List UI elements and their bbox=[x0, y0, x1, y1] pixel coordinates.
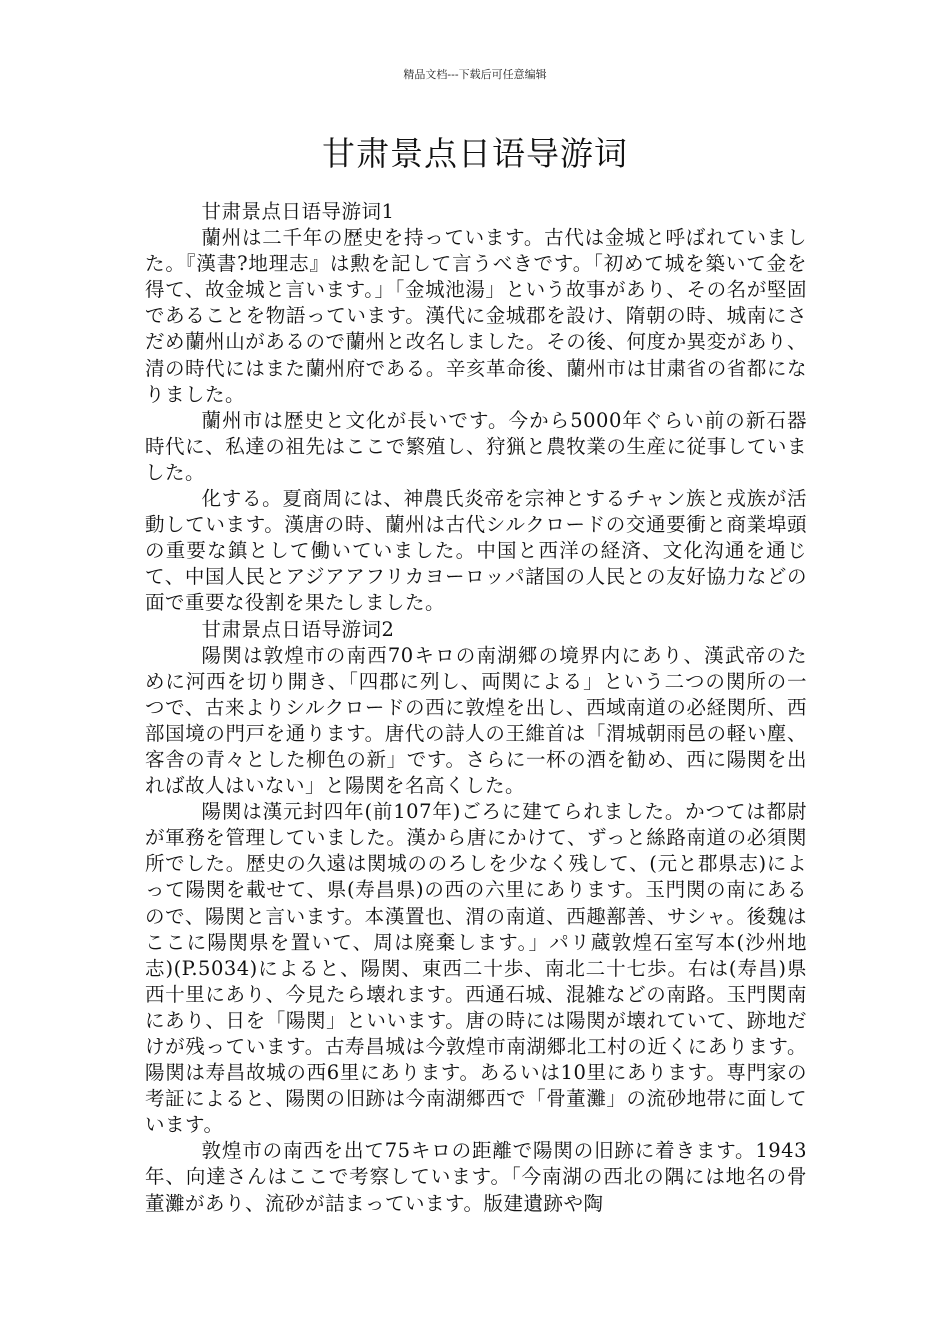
section-heading-2: 甘肃景点日语导游词2 bbox=[201, 617, 395, 641]
paragraph: 化する。夏商周には、神農氏炎帝を宗神とするチャン族と戎族が活動しています。漢唐の時、蘭州は古代シルクロードの交通要衝と商業埠頭の重要な鎮として働いていました。中国と西洋の経済、文化沟通を通じて、中国人民とアジアアフリカヨーロッパ諸国の人民との友好協力などの面で重要な役割を果たしました。 bbox=[145, 487, 807, 615]
paragraph: 蘭州は二千年の歴史を持っています。古代は金城と呼ばれていました。『漢書?地理志』は勲を記して言うべきです。「初めて城を築いて金を得て、故金城と言います。」「金城池湯」という故事があり、その名が堅固であることを物語っています。漢代に金城郡を設け、隋朝の時、城南にさだめ蘭州山があるので蘭州と改名しました。その後、何度か異変があり、清の時代にはまた蘭州府である。辛亥革命後、蘭州市は甘粛省の省都になりました。 bbox=[145, 226, 807, 406]
paragraph: 敦煌市の南西を出て75キロの距離で陽関の旧跡に着きます。1943年、向達さんはここで考察しています。「今南湖の西北の隅には地名の骨董灘があり、流砂が詰まっています。版建遺跡や陶 bbox=[145, 1139, 807, 1215]
header-note: 精品文档---下载后可任意编辑 bbox=[403, 68, 547, 81]
document-title: 甘肃景点日语导游词 bbox=[322, 134, 628, 173]
paragraph: 陽関は漢元封四年(前107年)ごろに建てられました。かつては都尉が軍務を管理していました。漢から唐にかけて、ずっと絲路南道の必須関所でした。歴史の久遠は関城ののろしを少なく残して、(元と郡県志)によって陽関を載せて、県(寿昌県)の西の六里にあります。玉門関の南にあるので、陽関と言います。本漢置也、渭の南道、西趣鄯善、サシャ。後魏はここに陽関県を置いて、周は廃棄します。」パリ蔵敦煌石室写本(沙州地志)(P.5034)によると、陽関、東西二十歩、南北二十七歩。右は(寿昌)県西十里にあり、今見たら壊れます。西通石城、混雑などの南路。玉門関南にあり、日を「陽関」といいます。唐の時には陽関が壊れていて、跡地だけが残っています。古寿昌城は今敦煌市南湖郷北工村の近くにあります。陽関は寿昌故城の西6里にあります。あるいは10里にあります。専門家の考証によると、陽関の旧跡は今南湖郷西で「骨董灘」の流砂地帯に面しています。 bbox=[145, 800, 807, 1137]
section-heading-1: 甘肃景点日语导游词1 bbox=[201, 200, 395, 223]
paragraph: 陽関は敦煌市の南西70キロの南湖郷の境界内にあり、漢武帝のために河西を切り開き、「四郡に列し、両関による」という二つの関所の一つで、古来よりシルクロードの西に敦煌を出し、西域南道の必経関所、西部国境の門戸を通ります。唐代の詩人の王維首は「渭城朝雨邑の軽い塵、客舎の青々とした柳色の新」です。さらに一杯の酒を勧め、西に陽関を出れば故人はいない」と陽関を名高くした。 bbox=[145, 643, 807, 798]
document-body bbox=[145, 199, 807, 1217]
paragraph: 蘭州市は歴史と文化が長いです。今から5000年ぐらい前の新石器時代に、私達の祖先はここで繁殖し、狩猟と農牧業の生産に従事していました。 bbox=[145, 408, 807, 484]
